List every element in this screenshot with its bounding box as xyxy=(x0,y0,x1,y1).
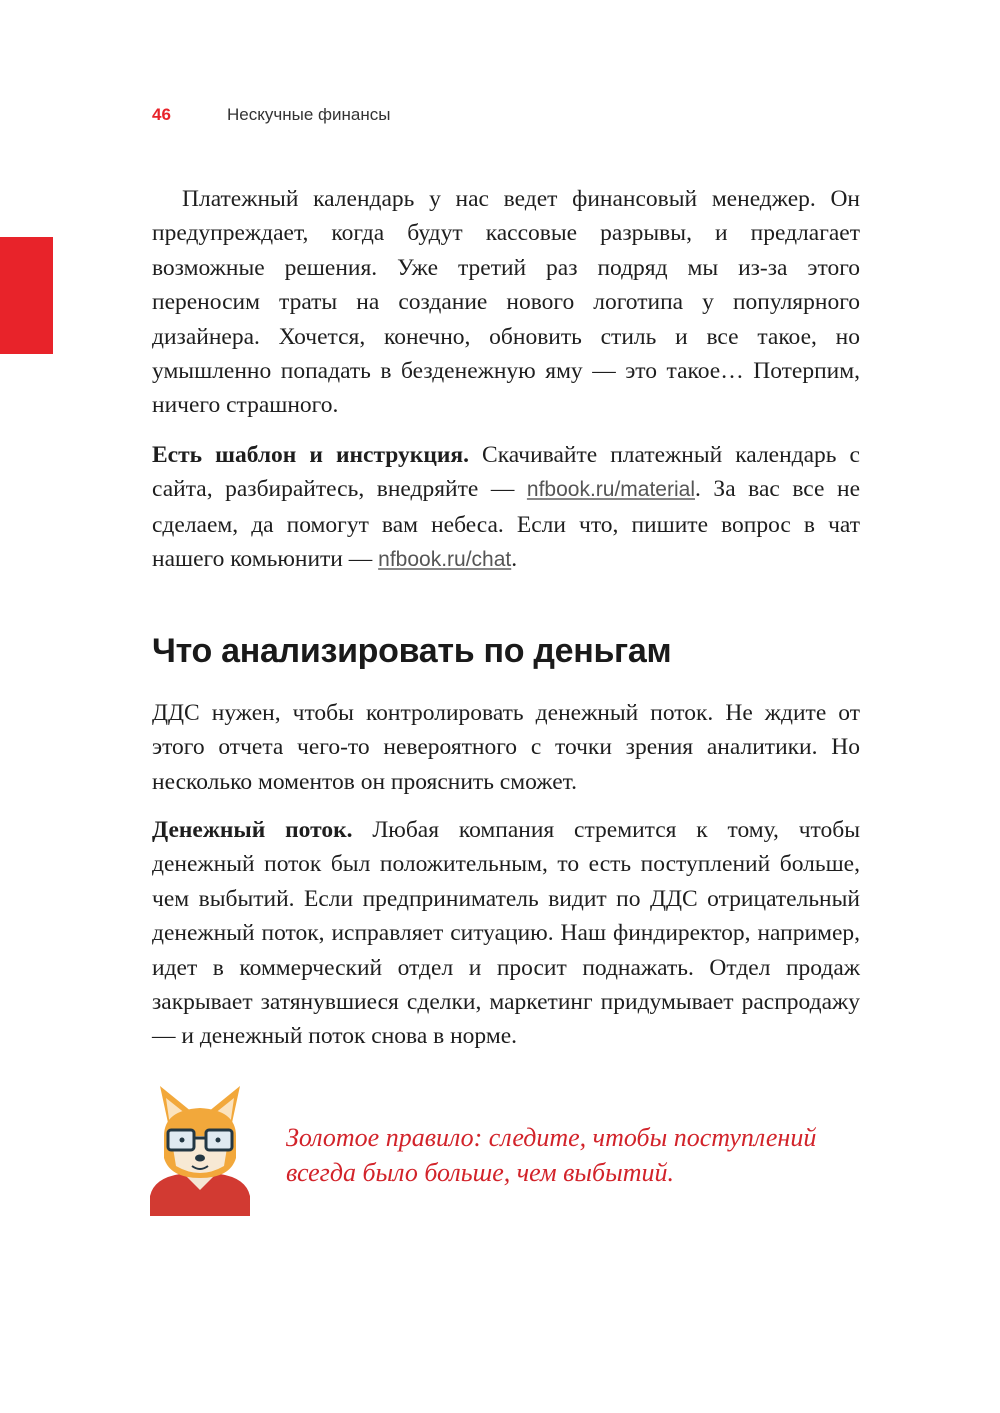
section-heading: Что анализировать по деньгам xyxy=(152,632,672,670)
material-link[interactable]: nfbook.ru/material xyxy=(526,478,695,502)
paragraph-template xyxy=(152,438,860,578)
chapter-tab-marker xyxy=(0,237,53,354)
paragraph-lead: Денежный поток. xyxy=(152,817,353,843)
golden-rule-callout: Золотое правило: следите, чтобы поступлений всегда было больше, чем выбытий. xyxy=(286,1123,817,1187)
chat-link[interactable]: nfbook.ru/chat xyxy=(378,548,512,572)
paragraph-payment-calendar: Платежный календарь у нас ведет финансовый менеджер. Он предупреждает, когда будут кассовые разрывы, и предлагает возможные решения. Уже третий раз подряд мы из-за этого переносим траты на создание нового логотипа у популярного дизайнера. Хочется, конечно, обновить стиль и все такое, но умышленно попадать в безденежную яму — это такое… Потерпим, ничего страшного. xyxy=(152,186,860,419)
paragraph-text: . За вас все не сделаем, да помогут вам небеса. Если что, пишите вопрос в чат нашего комьюнити — xyxy=(152,476,861,573)
page-number: 46 xyxy=(152,105,171,124)
running-header xyxy=(152,105,391,125)
paragraph-cash-flow xyxy=(152,813,860,1054)
paragraph-lead: Есть шаблон и инструкция. xyxy=(152,442,470,468)
paragraph-text: Любая компания стремится к тому, чтобы денежный поток был положительным, то есть поступлений больше, чем выбытий. Если предприниматель видит по ДДС отрицательный денежный поток, исправляет ситуацию. Наш финдиректор, например, идет в коммерческий отдел и просит поднажать. Отдел продаж закрывает затянувшиеся сделки, маркетинг придумывает распродажу — и денежный поток снова в норме. xyxy=(152,817,860,1050)
book-title: Нескучные финансы xyxy=(227,105,391,124)
paragraph-text: Скачивайте платежный календарь с сайта, разбирайтесь, внедряйте — xyxy=(152,442,860,503)
paragraph-dds: ДДС нужен, чтобы контролировать денежный поток. Не ждите от этого отчета чего-то невероятного с точки зрения аналитики. Но несколько моментов он прояснить сможет. xyxy=(152,700,860,795)
fox-mascot-icon xyxy=(150,1078,250,1216)
paragraph-text: . xyxy=(511,546,518,573)
